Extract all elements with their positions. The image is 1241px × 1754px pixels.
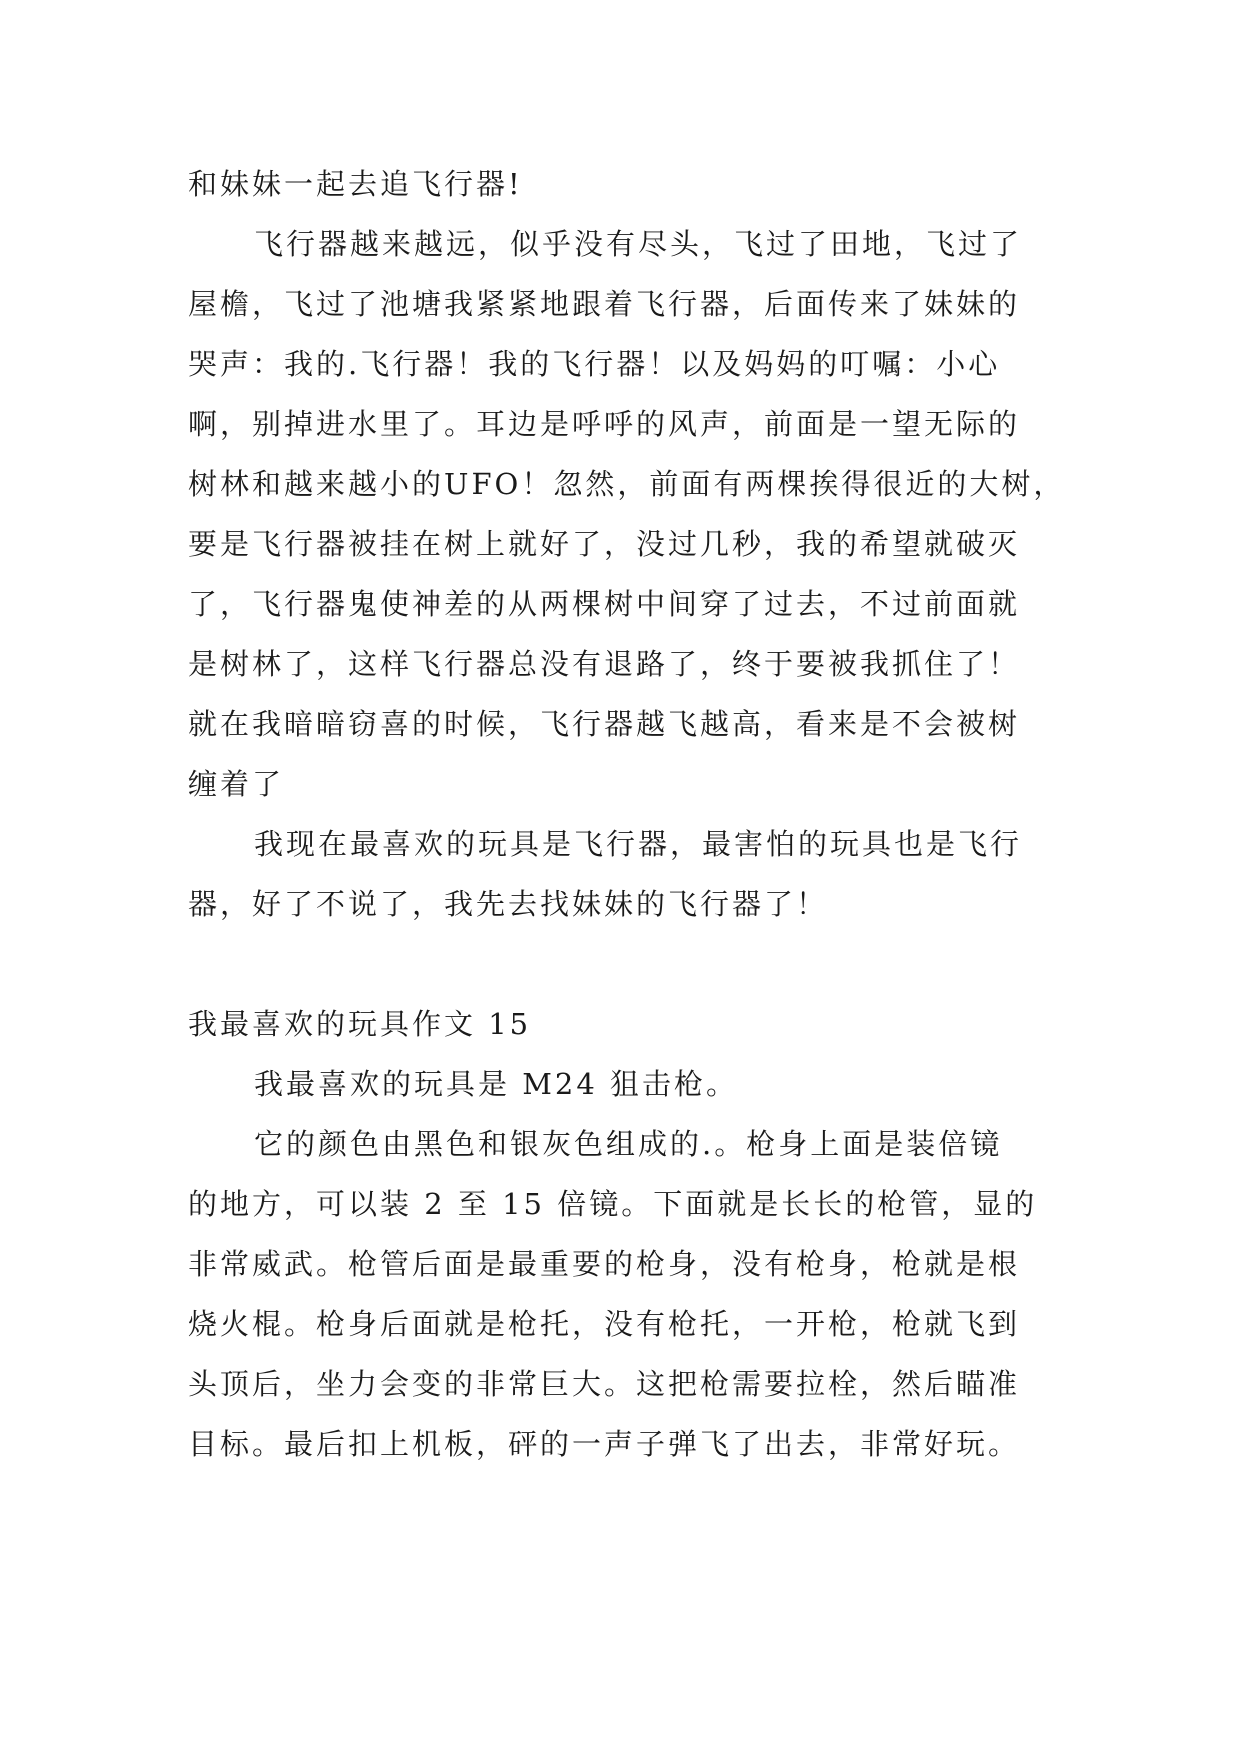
text-line: 的地方，可以装 2 至 15 倍镜。下面就是长长的枪管，显的 bbox=[188, 1187, 1038, 1221]
text-line: 烧火棍。枪身后面就是枪托，没有枪托，一开枪，枪就飞到 bbox=[188, 1307, 1021, 1341]
text-line: 屋檐，飞过了池塘我紧紧地跟着飞行器，后面传来了妹妹的 bbox=[188, 287, 1021, 321]
text-line: 和妹妹一起去追飞行器! bbox=[188, 167, 523, 201]
text-line: 目标。最后扣上机板，砰的一声子弹飞了出去，非常好玩。 bbox=[188, 1427, 1021, 1461]
text-line: 啊，别掉进水里了。耳边是呼呼的风声，前面是一望无际的 bbox=[188, 407, 1021, 441]
paragraph-start: 飞行器越来越远，似乎没有尽头，飞过了田地，飞过了 bbox=[254, 227, 1023, 261]
text-line: 就在我暗暗窃喜的时候，飞行器越飞越高，看来是不会被树 bbox=[188, 707, 1021, 741]
text-line: 要是飞行器被挂在树上就好了，没过几秒，我的希望就破灭 bbox=[188, 527, 1021, 561]
paragraph-start: 它的颜色由黑色和银灰色组成的.。枪身上面是装倍镜 bbox=[254, 1127, 1003, 1161]
section-title: 我最喜欢的玩具作文 15 bbox=[188, 1007, 532, 1041]
text-line: 哭声：我的.飞行器！我的飞行器！以及妈妈的叮嘱：小心 bbox=[188, 347, 1001, 381]
text-line: 缠着了 bbox=[188, 767, 285, 801]
text-line: 了，飞行器鬼使神差的从两棵树中间穿了过去，不过前面就 bbox=[188, 587, 1021, 621]
paragraph-start: 我最喜欢的玩具是 M24 狙击枪。 bbox=[254, 1067, 739, 1101]
text-line: 是树林了，这样飞行器总没有退路了，终于要被我抓住了！ bbox=[188, 647, 1021, 681]
text-line: 非常威武。枪管后面是最重要的枪身，没有枪身，枪就是根 bbox=[188, 1247, 1021, 1281]
text-line: 器，好了不说了，我先去找妹妹的飞行器了！ bbox=[188, 887, 829, 921]
text-line: 树林和越来越小的UFO！忽然，前面有两棵挨得很近的大树， bbox=[188, 467, 1066, 501]
text-line: 头顶后，坐力会变的非常巨大。这把枪需要拉栓，然后瞄准 bbox=[188, 1367, 1021, 1401]
paragraph-start: 我现在最喜欢的玩具是飞行器，最害怕的玩具也是飞行 bbox=[254, 827, 1023, 861]
